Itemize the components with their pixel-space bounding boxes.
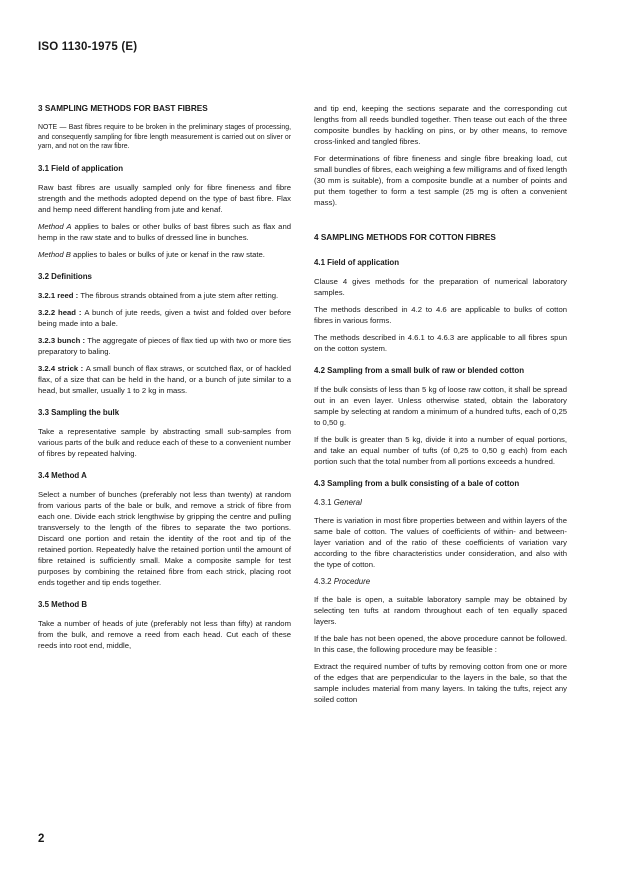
section-title: Procedure <box>333 577 371 586</box>
section-4-3-2-heading <box>314 576 567 587</box>
definition-text: The fibrous strands obtained from a jute stem after retting. <box>80 290 279 300</box>
term: 3.2.1 reed : <box>38 290 81 300</box>
section-3-2-heading: 3.2 Definitions <box>38 271 92 281</box>
paragraph: If the bulk is greater than 5 kg, divide it into a number of equal portions, and take an equal number of tufts (of 0,25 to 0,50 g each) from each portion such that the total number from all portions exceeds a hundred. <box>314 435 567 466</box>
section-4-2-heading: 4.2 Sampling from a small bulk of raw or blended cotton <box>314 366 525 375</box>
paragraph: There is variation in most fibre properties between and within layers of the same bale of cotton. The values of coefficients of within- and between-layer variation and of the ratio of these coefficients of variation vary according to the fibre characteristics under consideration, and also with the type of cotton. <box>314 516 567 569</box>
right-column <box>314 103 567 711</box>
section-3-5-heading: 3.5 Method B <box>38 599 88 609</box>
paragraph: Raw bast fibres are usually sampled only for fibre fineness and fibre strength and the methods adopted depend on the type of bast fibre. Flax and hemp need different handling from jute and kenaf. <box>38 182 291 214</box>
section-4-1-heading: 4.1 Field of application <box>314 258 400 267</box>
paragraph: and tip end, keeping the sections separate and the corresponding cut lengths from all reeds bundled together. Then tease out each of the three composite bundles by hackling on pins, or by other means, to remove cross-linked and tangled fibres. <box>314 104 567 146</box>
paragraph-text: applies to bales or bulks of jute or kenaf in the raw state. <box>70 249 265 259</box>
paragraph: Take a representative sample by abstracting small sub-samples from various parts of the bulk and reduce each of these to a convenient number of fibres by repeated halving. <box>38 426 291 458</box>
section-3-heading: 3 SAMPLING METHODS FOR BAST FIBRES <box>38 104 208 113</box>
section-4-3-heading: 4.3 Sampling from a bulk consisting of a bale of cotton <box>314 479 520 488</box>
term: 3.2.4 strick : <box>38 363 86 373</box>
definition-strick <box>38 363 291 396</box>
paragraph: Select a number of bunches (preferably not less than twenty) at random from various parts of the bale or bulk, and remove a strick of fibre from each one. Divide each strick lengthwise by gripping the centre and pulling transversely to the length of the fibres to separate the two portions. Discard one portion and retain the identity of the root and tip of the retained portion. Repeatedly halve the retained portion until the amount of fibre retained is sufficiently small. Make a composite sample for test purposes by combining the retained fibre from each strick, placing root ends together and tip ends together. <box>38 489 291 587</box>
paragraph: Extract the required number of tufts by removing cotton from one or more of the edges that are perpendicular to the layers in the bale, so that the sample includes material from many layers. In taking the tufts, reject any soiled cotton <box>314 662 567 704</box>
document-header: ISO 1130-1975 (E) <box>38 41 138 53</box>
term: 3.2.2 head : <box>38 307 85 317</box>
section-4-heading: 4 SAMPLING METHODS FOR COTTON FIBRES <box>314 233 496 242</box>
paragraph: If the bale is open, a suitable laboratory sample may be obtained by selecting ten tufts at random throughout each of ten equally spaced layers. <box>314 595 567 626</box>
paragraph <box>38 221 291 243</box>
paragraph: If the bale has not been opened, the above procedure cannot be followed. In this case, the following procedure may be feasible : <box>314 634 567 654</box>
section-number: 4.3.2 <box>314 577 334 586</box>
definition-head <box>38 307 291 329</box>
paragraph: If the bulk consists of less than 5 kg of loose raw cotton, it shall be spread out in an even layer. Unless otherwise stated, obtain the laboratory sample by selecting at random a minimum of a hundred tufts, each of 0,25 to 0,50 g. <box>314 385 567 427</box>
section-3-4-heading: 3.4 Method A <box>38 470 87 480</box>
definition-text: A bunch of jute reeds, given a twist and folded over before being made into a bale. <box>38 307 291 328</box>
method-a-emphasis: Method A <box>38 221 72 231</box>
section-title: General <box>333 498 362 507</box>
definition-text: The aggregate of pieces of flax tied up with two or more ties preparatory to baling. <box>38 335 291 356</box>
section-3-3-heading: 3.3 Sampling the bulk <box>38 407 120 417</box>
paragraph: For determinations of fibre fineness and single fibre breaking load, cut small bundles of fibres, each weighing a few milligrams and of fixed length (30 mm is suitable), from a composite bundle at a number of points and put them together to form a test sample (25 mg is often a convenient mass). <box>314 154 567 207</box>
paragraph-text: applies to bales or other bulks of bast fibres such as flax and hemp in the raw state and to bulks of dressed line in bunches. <box>38 221 291 242</box>
term: 3.2.3 bunch : <box>38 335 88 345</box>
paragraph: Clause 4 gives methods for the preparation of numerical laboratory samples. <box>314 277 567 297</box>
paragraph: The methods described in 4.6.1 to 4.6.3 are applicable to all fibres spun on the cotton system. <box>314 333 567 353</box>
paragraph: The methods described in 4.2 to 4.6 are applicable to bulks of cotton fibres in various forms. <box>314 305 567 325</box>
section-3-1-heading: 3.1 Field of application <box>38 163 124 173</box>
paragraph <box>38 249 291 260</box>
page-number: 2 <box>38 833 45 845</box>
section-number: 4.3.1 <box>314 498 334 507</box>
definition-text: A small bunch of flax straws, or scutched flax, or of hackled flax, of a size that can be held in the hand, or a bunch of jute similar to a head, but smaller, usually 1 to 2 kg in mass. <box>38 363 291 395</box>
definition-reed <box>38 290 291 301</box>
section-3-note: NOTE — Bast fibres require to be broken in the preliminary stages of processing, and consequently sampling for fibre length measurement is carried out on sliver or yarn, and not on the raw fibre. <box>38 124 291 151</box>
paragraph: Take a number of heads of jute (preferably not less than fifty) at random from the bulk, and remove a reed from each head. Cut each of these reeds into root end, middle, <box>38 618 291 650</box>
method-b-emphasis: Method B <box>38 249 71 259</box>
section-4-3-1-heading <box>314 497 567 508</box>
left-column <box>38 103 291 657</box>
definition-bunch <box>38 335 291 357</box>
